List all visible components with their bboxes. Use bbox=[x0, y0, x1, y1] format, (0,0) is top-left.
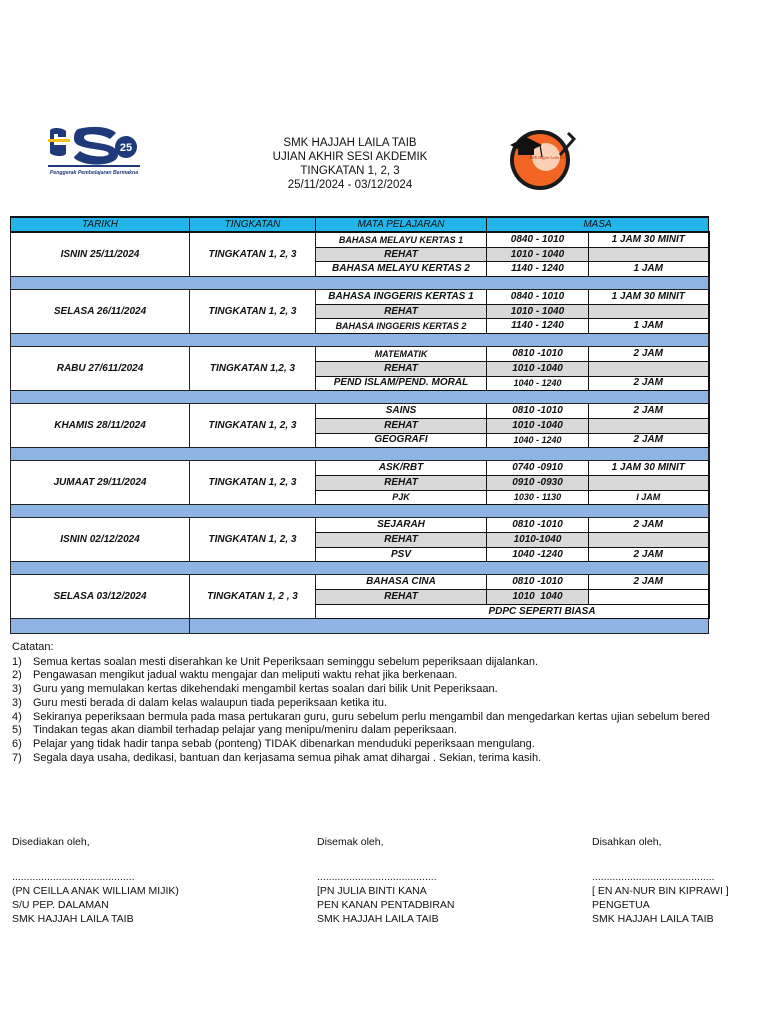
time-cell: 1140 - 1240 bbox=[487, 262, 589, 277]
subject-cell: ASK/RBT bbox=[316, 461, 487, 476]
time-cell: 1010 - 1040 bbox=[487, 304, 589, 319]
subject-cell: REHAT bbox=[316, 361, 487, 376]
date-cell: SELASA 03/12/2024 bbox=[11, 575, 190, 619]
note-cell: PDPC SEPERTI BIASA bbox=[487, 604, 709, 619]
duration-cell bbox=[589, 475, 709, 490]
duration-cell: 2 JAM bbox=[589, 547, 709, 562]
time-cell: 1140 - 1240 bbox=[487, 319, 589, 334]
time-cell: 1010 - 1040 bbox=[487, 247, 589, 262]
table-header-row bbox=[11, 217, 709, 232]
signature-line: .......................................... bbox=[12, 871, 135, 883]
signature-approved: Disahkan oleh, .......................................... [ EN AN-NUR BIN KIPRAWI ] PENGETUA SMK HAJJAH LAILA TAIB bbox=[592, 836, 729, 925]
table-row bbox=[11, 232, 709, 247]
list-item: 3) Guru yang memulakan kertas dikehendaki mengambil kertas soalan dari bilik Unit Peperiksaan. bbox=[12, 683, 498, 696]
school-crest-logo bbox=[500, 125, 582, 193]
duration-cell bbox=[589, 533, 709, 548]
subject-cell: REHAT bbox=[316, 590, 487, 605]
duration-cell: 1 JAM bbox=[589, 262, 709, 277]
time-cell: 1010 -1040 bbox=[487, 361, 589, 376]
signer-school: SMK HAJJAH LAILA TAIB bbox=[317, 913, 439, 925]
duration-cell bbox=[589, 304, 709, 319]
signer-role: PEN KANAN PENTADBIRAN bbox=[317, 899, 455, 911]
subject-cell: REHAT bbox=[316, 247, 487, 262]
time-cell: 0810 -1010 bbox=[487, 575, 589, 590]
col-header-tarikh: TARIKH bbox=[11, 217, 190, 232]
subject-cell: REHAT bbox=[316, 418, 487, 433]
form-cell: TINGKATAN 1, 2 , 3 bbox=[190, 575, 316, 619]
subject-cell: BAHASA MELAYU KERTAS 2 bbox=[316, 262, 487, 277]
duration-cell: 1 JAM 30 MINIT bbox=[589, 461, 709, 476]
time-cell: 0810 -1010 bbox=[487, 404, 589, 419]
table-row bbox=[11, 347, 709, 362]
signer-role: S/U PEP. DALAMAN bbox=[12, 899, 109, 911]
svg-text:Penggerak Pembelajaran Bermakn: Penggerak Pembelajaran Bermakna bbox=[49, 170, 139, 176]
subject-cell: BAHASA MELAYU KERTAS 1 bbox=[316, 232, 487, 247]
duration-cell: 2 JAM bbox=[589, 376, 709, 391]
notes-section bbox=[12, 641, 768, 765]
date-cell: SELASA 26/11/2024 bbox=[11, 290, 190, 334]
separator-row bbox=[11, 505, 709, 518]
table-row bbox=[11, 404, 709, 419]
time-cell: 0840 - 1010 bbox=[487, 232, 589, 247]
separator-row bbox=[11, 562, 709, 575]
duration-cell: 2 JAM bbox=[589, 404, 709, 419]
time-cell: 0810 -1010 bbox=[487, 518, 589, 533]
subject-cell: SAINS bbox=[316, 404, 487, 419]
duration-cell: 2 JAM bbox=[589, 347, 709, 362]
school-name: SMK HAJJAH LAILA TAIB bbox=[283, 137, 417, 149]
separator-row bbox=[11, 448, 709, 461]
footer-row bbox=[11, 619, 709, 634]
table-row bbox=[11, 518, 709, 533]
subject-cell: MATEMATIK bbox=[316, 347, 487, 362]
form-cell: TINGKATAN 1, 2, 3 bbox=[190, 404, 316, 448]
signer-name: [ EN AN-NUR BIN KIPRAWI ] bbox=[592, 885, 729, 897]
table-row bbox=[11, 290, 709, 305]
subject-cell: BAHASA INGGERIS KERTAS 2 bbox=[316, 319, 487, 334]
duration-cell: 1 JAM 30 MINIT bbox=[589, 232, 709, 247]
svg-text:25: 25 bbox=[119, 142, 133, 154]
subject-cell: SEJARAH bbox=[316, 518, 487, 533]
signature-reviewed: Disemak oleh, ......................................... [PN JULIA BINTI KANA PEN KANAN PENTADBIRAN SMK HAJJAH LAILA TAIB bbox=[317, 836, 455, 925]
time-cell: 1040 -1240 bbox=[487, 547, 589, 562]
signature-prepared: Disediakan oleh, .......................................... (PN CEILLA ANAK WILLIAM MIJIK) S/U PEP. DALAMAN SMK HAJJAH LAILA TAIB bbox=[12, 836, 179, 925]
duration-cell bbox=[589, 418, 709, 433]
date-cell: ISNIN 02/12/2024 bbox=[11, 518, 190, 562]
subject-cell: BAHASA INGGERIS KERTAS 1 bbox=[316, 290, 487, 305]
school-25-logo bbox=[44, 125, 144, 177]
duration-cell bbox=[589, 361, 709, 376]
signature-line: ......................................... bbox=[317, 871, 437, 883]
table-row bbox=[11, 575, 709, 590]
list-item: 5) Tindakan tegas akan diambil terhadap pelajar yang menipu/meniru dalam peperiksaan. bbox=[12, 724, 457, 737]
col-header-masa: MASA bbox=[487, 217, 709, 232]
date-cell: JUMAAT 29/11/2024 bbox=[11, 461, 190, 505]
subject-cell: GEOGRAFI bbox=[316, 433, 487, 448]
separator-row bbox=[11, 334, 709, 347]
time-cell: 1010 1040 bbox=[487, 590, 589, 605]
date-cell: RABU 27/611/2024 bbox=[11, 347, 190, 391]
form-cell: TINGKATAN 1, 2, 3 bbox=[190, 518, 316, 562]
notes-list bbox=[12, 656, 768, 766]
duration-cell: 2 JAM bbox=[589, 433, 709, 448]
list-item: 1) Semua kertas soalan mesti diserahkan ke Unit Peperiksaan seminggu sebelum peperiksaan dijalankan. bbox=[12, 655, 539, 668]
subject-cell: REHAT bbox=[316, 533, 487, 548]
time-cell: 0810 -1010 bbox=[487, 347, 589, 362]
list-item: 6) Pelajar yang tidak hadir tanpa sebab (ponteng) TIDAK dibenarkan menduduki peperiksaan mengulang. bbox=[12, 737, 535, 750]
separator-row bbox=[11, 391, 709, 404]
subject-cell: REHAT bbox=[316, 304, 487, 319]
col-header-tingkatan: TINGKATAN bbox=[190, 217, 316, 232]
document-header bbox=[250, 136, 450, 192]
date-cell: ISNIN 25/11/2024 bbox=[11, 232, 190, 277]
signer-school: SMK HAJJAH LAILA TAIB bbox=[592, 913, 714, 925]
signer-name: (PN CEILLA ANAK WILLIAM MIJIK) bbox=[12, 885, 179, 897]
list-item: 4) Sekiranya peperiksaan bermula pada masa pertukaran guru, guru sebelum perlu mengambil dan mengedarkan kertas ujian sebelum bered bbox=[12, 710, 710, 723]
exam-title: UJIAN AKHIR SESI AKDEMIK bbox=[272, 151, 428, 163]
time-cell: 1030 - 1130 bbox=[487, 490, 589, 505]
subject-cell: PSV bbox=[316, 547, 487, 562]
exam-schedule-table bbox=[10, 216, 710, 634]
time-cell: 0740 -0910 bbox=[487, 461, 589, 476]
form-cell: TINGKATAN 1, 2, 3 bbox=[190, 232, 316, 277]
list-item: 7) Segala daya usaha, dedikasi, bantuan dan kerjasama semua pihak amat dihargai . Sekian, terima kasih. bbox=[12, 751, 542, 764]
notes-title: Catatan: bbox=[12, 641, 54, 653]
form-cell: TINGKATAN 1,2, 3 bbox=[190, 347, 316, 391]
duration-cell bbox=[589, 590, 709, 605]
time-cell: 0840 - 1010 bbox=[487, 290, 589, 305]
duration-cell bbox=[589, 247, 709, 262]
date-cell: KHAMIS 28/11/2024 bbox=[11, 404, 190, 448]
col-header-mata-pelajaran: MATA PELAJARAN bbox=[316, 217, 487, 232]
duration-cell: 2 JAM bbox=[589, 518, 709, 533]
svg-text:SMK Hajjah Laila Taib: SMK Hajjah Laila Taib bbox=[529, 155, 567, 160]
duration-cell: 1 JAM 30 MINIT bbox=[589, 290, 709, 305]
list-item: 3) Guru mesti berada di dalam kelas walaupun tiada peperiksaan ketika itu. bbox=[12, 696, 388, 709]
duration-cell: 2 JAM bbox=[589, 575, 709, 590]
subject-cell: PJK bbox=[316, 490, 487, 505]
signer-school: SMK HAJJAH LAILA TAIB bbox=[12, 913, 134, 925]
signer-role: PENGETUA bbox=[592, 899, 650, 911]
subject-cell: BAHASA CINA bbox=[316, 575, 487, 590]
form-level: TINGKATAN 1, 2, 3 bbox=[300, 165, 400, 177]
signer-name: [PN JULIA BINTI KANA bbox=[317, 885, 427, 897]
separator-row bbox=[11, 277, 709, 290]
time-cell: 1010 -1040 bbox=[487, 418, 589, 433]
exam-dates: 25/11/2024 - 03/12/2024 bbox=[287, 179, 413, 191]
subject-cell: REHAT bbox=[316, 475, 487, 490]
form-cell: TINGKATAN 1, 2, 3 bbox=[190, 290, 316, 334]
time-cell: 0910 -0930 bbox=[487, 475, 589, 490]
duration-cell: I JAM bbox=[589, 490, 709, 505]
time-cell: 1010-1040 bbox=[487, 533, 589, 548]
form-cell: TINGKATAN 1, 2, 3 bbox=[190, 461, 316, 505]
table-row bbox=[11, 461, 709, 476]
time-cell: 1040 - 1240 bbox=[487, 433, 589, 448]
list-item: 2) Pengawasan mengikut jadual waktu mengajar dan meliputi waktu rehat jika berkenaan. bbox=[12, 669, 458, 682]
time-cell: 1040 - 1240 bbox=[487, 376, 589, 391]
duration-cell: 1 JAM bbox=[589, 319, 709, 334]
signature-line: .......................................... bbox=[592, 871, 715, 883]
subject-cell: PEND ISLAM/PEND. MORAL bbox=[316, 376, 487, 391]
